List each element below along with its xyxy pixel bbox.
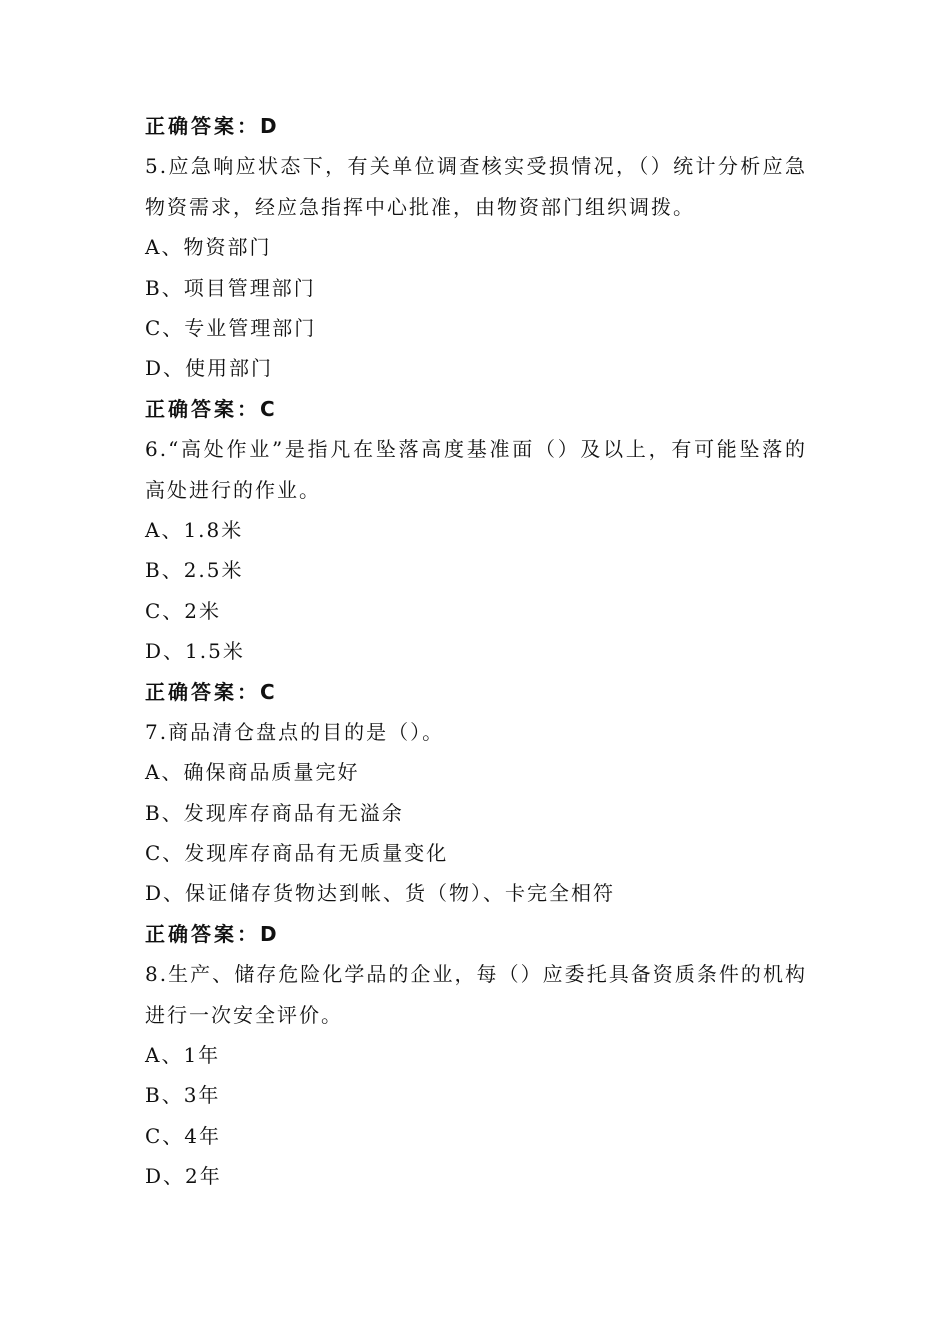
option-b: B、2.5米 <box>145 558 244 583</box>
option-d: D、2年 <box>145 1164 222 1189</box>
question-stem: 8.生产、储存危险化学品的企业，每（）应委托具备资质条件的机构进行一次安全评价。 <box>145 962 807 1027</box>
option-d: D、保证储存货物达到帐、货（物）、卡完全相符 <box>145 881 616 906</box>
option-a: A、1年 <box>145 1043 221 1068</box>
question-stem: 5.应急响应状态下，有关单位调查核实受损情况，（）统计分析应急物资需求，经应急指挥中心批准，由物资部门组织调拨。 <box>145 154 807 219</box>
option-d: D、1.5米 <box>145 639 245 664</box>
option-b: B、发现库存商品有无溢余 <box>145 800 404 825</box>
option-d: D、使用部门 <box>145 356 274 381</box>
option-a: A、确保商品质量完好 <box>145 760 360 785</box>
option-a: A、物资部门 <box>145 235 272 260</box>
option-c: C、2米 <box>145 598 222 623</box>
option-b: B、3年 <box>145 1083 221 1108</box>
document-page <box>145 106 815 1197</box>
option-c: C、专业管理部门 <box>145 315 317 340</box>
answer-line: 正确答案：C <box>145 396 278 421</box>
option-c: C、4年 <box>145 1123 222 1148</box>
answer-line: 正确答案：D <box>145 921 280 946</box>
question-stem: 7.商品清仓盘点的目的是（）。 <box>145 719 445 744</box>
option-b: B、项目管理部门 <box>145 275 316 300</box>
answer-line: 正确答案：C <box>145 679 278 704</box>
option-c: C、发现库存商品有无质量变化 <box>145 841 449 866</box>
option-a: A、1.8米 <box>145 517 244 542</box>
question-stem: 6.“高处作业”是指凡在坠落高度基准面（）及以上，有可能坠落的高处进行的作业。 <box>145 437 807 502</box>
answer-line: 正确答案：D <box>145 114 280 138</box>
